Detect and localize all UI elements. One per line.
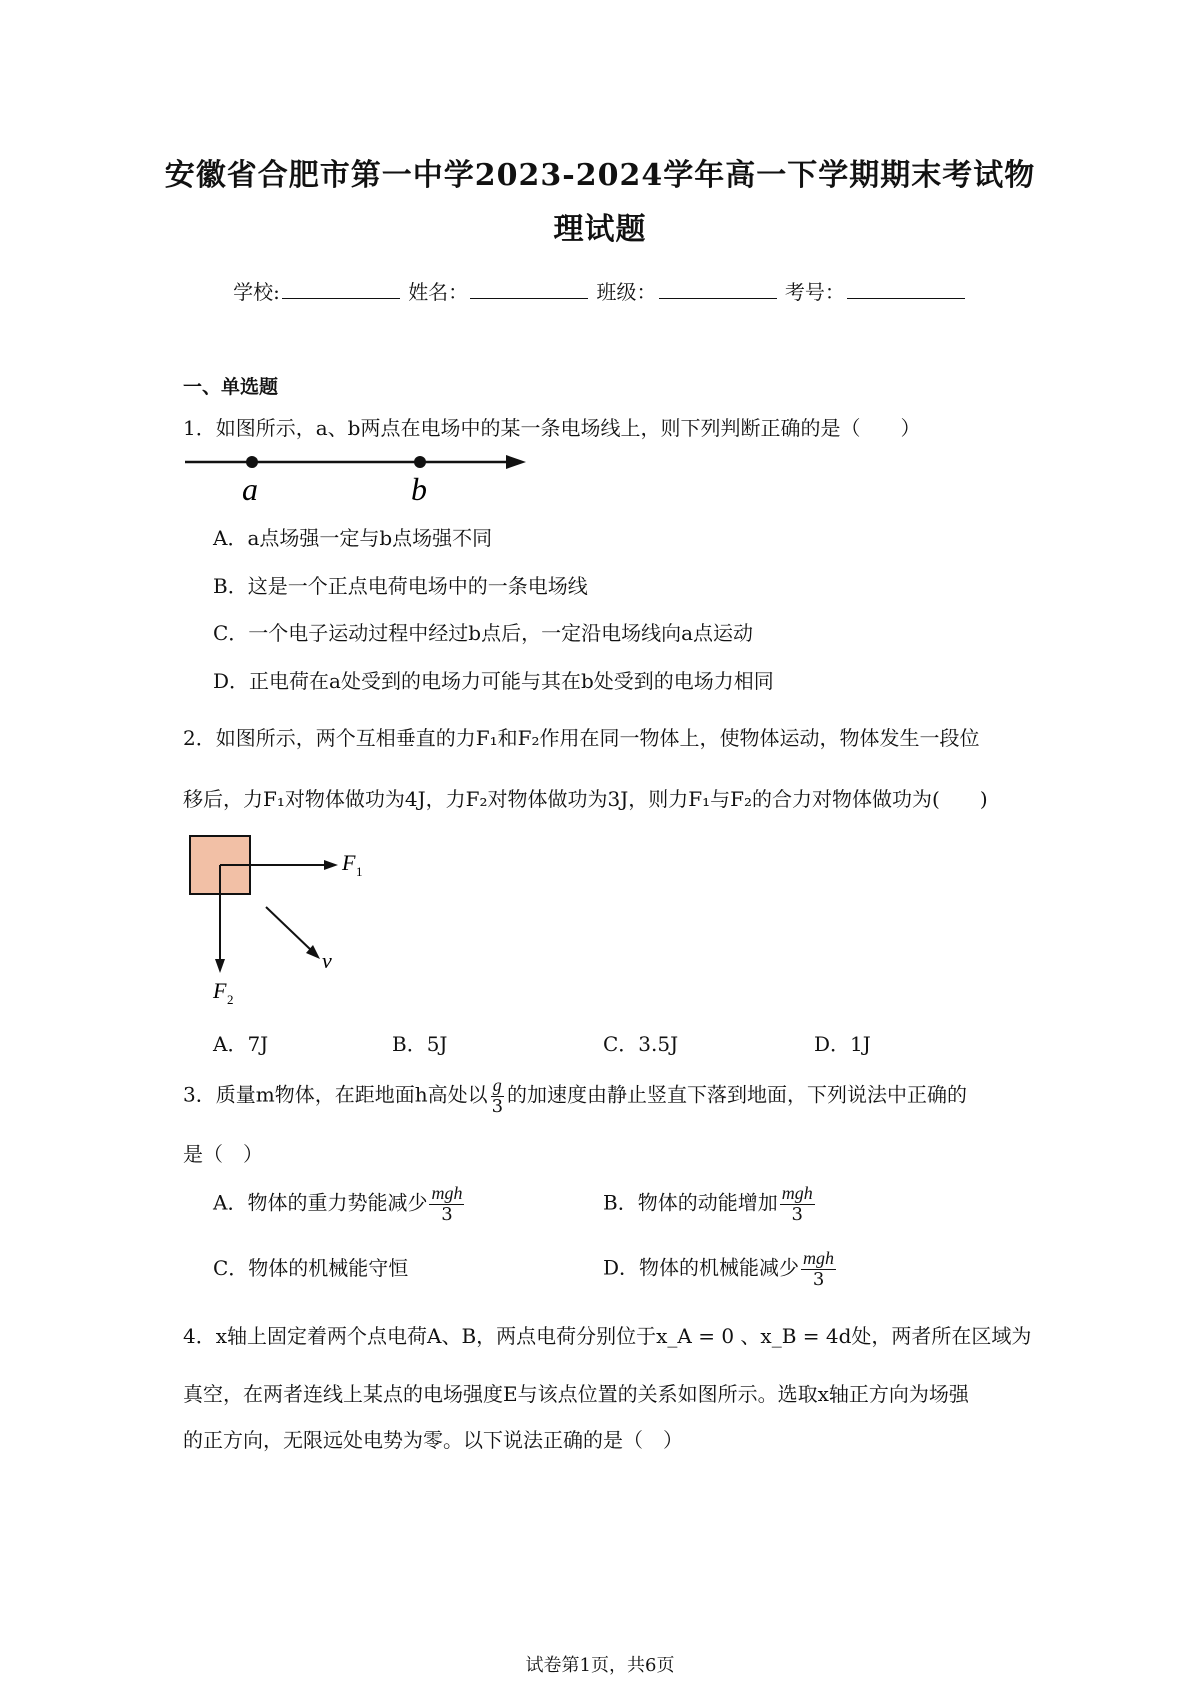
velocity-arrow [266, 907, 312, 951]
q2-option-a: A．7J [213, 1032, 269, 1056]
q3-accel-fraction [490, 1075, 505, 1117]
field-line-arrowhead [506, 455, 526, 469]
frac-numerator: mgh [803, 1248, 835, 1268]
q1-field-line-figure [180, 444, 530, 510]
q2-option-b: B．5J [392, 1032, 448, 1056]
frac-denominator: 3 [812, 1268, 825, 1290]
q3-option-d-fraction [801, 1248, 836, 1290]
force-f1-arrowhead [324, 860, 338, 870]
question-3-line2: 是（ ） [183, 1142, 263, 1166]
school-blank [282, 278, 400, 299]
section-heading: 一、单选题 [183, 376, 279, 398]
question-4-line1: 4．x轴上固定着两个点电荷A、B，两点电荷分别位于x_A = 0 、x_B = 4d处，两者所在区域为 [183, 1324, 1032, 1348]
v-label: v [322, 948, 332, 973]
exam-number-label: 考号： [784, 280, 845, 304]
page-title-line2: 理试题 [553, 212, 647, 247]
q1-option-d: D．正电荷在a处受到的电场力可能与其在b处受到的电场力相同 [213, 669, 774, 693]
q1-option-b: B．这是一个正点电荷电场中的一条电场线 [213, 574, 588, 598]
class-label: 班级： [596, 280, 657, 304]
f2-subscript: 2 [227, 992, 234, 1007]
question-4-line3: 的正方向，无限远处电势为零。以下说法正确的是（ ） [183, 1428, 683, 1452]
q3-option-a-text: A．物体的重力势能减少 [213, 1190, 428, 1215]
q3-text-post: 的加速度由静止竖直下落到地面，下列说法中正确的 [507, 1082, 968, 1107]
name-blank [470, 278, 588, 299]
q3-option-b-fraction [780, 1183, 815, 1225]
question-2-line2: 移后，力F₁对物体做功为4J，力F₂对物体做功为3J，则力F₁与F₂的合力对物体做功为( ) [183, 787, 988, 811]
class-blank [659, 278, 777, 299]
point-a-label: a [242, 471, 258, 507]
name-label: 姓名： [408, 280, 469, 304]
point-a [246, 456, 258, 468]
point-b [414, 456, 426, 468]
page-title-line1: 安徽省合肥市第一中学2023-2024学年高一下学期期末考试物 [164, 158, 1036, 193]
page-footer: 试卷第1页，共6页 [525, 1655, 675, 1676]
q3-option-b-text: B．物体的动能增加 [603, 1190, 778, 1215]
frac-denominator: 3 [791, 1203, 803, 1225]
f1-subscript: 1 [356, 864, 363, 879]
question-1-stem: 1．如图所示，a、b两点在电场中的某一条电场线上，则下列判断正确的是（ ） [183, 416, 921, 440]
q1-option-c: C．一个电子运动过程中经过b点后，一定沿电场线向a点运动 [213, 621, 754, 645]
q3-text-pre: 3．质量m物体，在距地面h高处以 [183, 1082, 488, 1107]
q1-option-a: A．a点场强一定与b点场强不同 [213, 526, 493, 550]
point-b-label: b [411, 471, 427, 507]
frac-denominator: 3 [441, 1203, 453, 1225]
question-4-line2: 真空，在两者连线上某点的电场强度E与该点位置的关系如图所示。选取x轴正方向为场强 [183, 1382, 969, 1406]
school-label: 学校: [233, 280, 280, 304]
question-3-line1 [183, 1075, 967, 1117]
frac-numerator: g [492, 1075, 502, 1095]
force-f2-arrowhead [215, 959, 225, 973]
q2-force-figure [180, 820, 400, 1010]
frac-numerator: mgh [431, 1183, 463, 1203]
frac-denominator: 3 [491, 1095, 504, 1117]
q3-option-a-fraction [429, 1183, 464, 1225]
question-2-line1: 2．如图所示，两个互相垂直的力F₁和F₂作用在同一物体上，使物体运动，物体发生一段位 [183, 726, 980, 750]
exam-number-blank [847, 278, 965, 299]
q3-option-a [213, 1183, 466, 1225]
f1-label: F [342, 850, 356, 875]
f2-label: F [213, 978, 227, 1003]
q3-option-b [603, 1183, 817, 1225]
q3-option-d-text: D．物体的机械能减少 [603, 1255, 800, 1280]
q3-option-d [603, 1248, 838, 1290]
frac-numerator: mgh [781, 1183, 813, 1203]
student-info-fields [0, 276, 1200, 305]
q3-option-c: C．物体的机械能守恒 [213, 1256, 409, 1280]
q2-option-d: D．1J [814, 1032, 871, 1056]
q2-option-c: C．3.5J [603, 1032, 679, 1056]
